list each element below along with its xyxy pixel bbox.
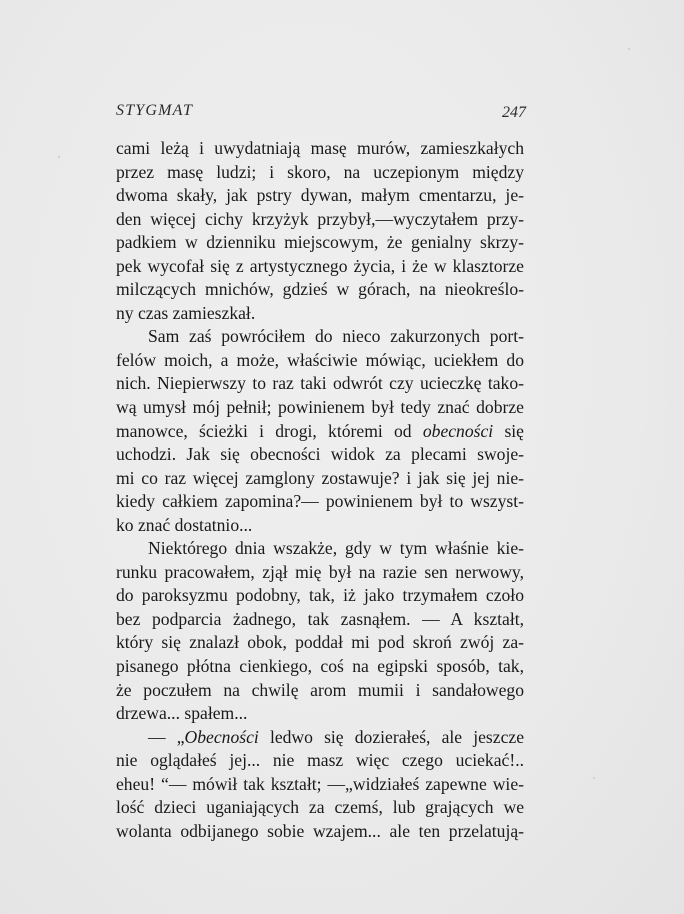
text-line: drzewa... spałem... (116, 703, 248, 724)
paper-speck (58, 156, 60, 158)
text-line: runku pracowałem, zjął mię był na razie sen nerwowy, (116, 561, 524, 582)
text-line: wą umysł mój pełnił; powinienem był tedy znać dobrze (116, 397, 524, 418)
page-number: 247 (502, 104, 526, 121)
text-line: przez masę ludzi; i skoro, na uczepionym między (116, 161, 524, 182)
text-run: — „ (148, 726, 185, 747)
text-line: pek wycofał się z artystycznego życia, i że w klasztorze (116, 255, 524, 276)
body-text (116, 137, 524, 843)
text-line: nie oglądałeś jej... nie masz więc czego uciekać!.. (116, 750, 524, 771)
italic-emphasis: obecności (422, 420, 494, 441)
paper-speck (593, 777, 595, 779)
text-line: mi co raz więcej zamglony zostawuje? i jak się jej nie- (116, 467, 524, 488)
text-line: padkiem w dzienniku miejscowym, że genialny skrzy- (116, 232, 524, 253)
paper-speck (628, 48, 630, 50)
text-line: uchodzi. Jak się obecności widok za plecami swoje- (116, 444, 524, 465)
running-header (116, 102, 526, 124)
text-line: lość dzieci uganiających za czemś, lub grających we (116, 797, 524, 818)
text-line: Sam zaś powróciłem do nieco zakurzonych port- (148, 326, 524, 347)
text-line: den więcej cichy krzyżyk przybył,—wyczytałem przy- (116, 208, 524, 229)
text-line: wolanta odbijanego sobie wzajem... ale ten przelatują- (116, 820, 524, 841)
text-run: manowce, ścieżki i drogi, któremi od (116, 420, 423, 441)
text-line: pisanego płótna cienkiego, coś na egipski sposób, tak, (116, 656, 524, 677)
text-run: się (493, 420, 524, 441)
text-line: eheu! “— mówił tak kształt; —„widziałeś zapewne wie- (116, 773, 524, 794)
text-line: Niektórego dnia wszakże, gdy w tym właśnie kie- (148, 538, 524, 559)
text-line: dwoma skały, jak pstry dywan, małym cmentarzu, je- (116, 185, 524, 206)
italic-emphasis: Obecności (184, 726, 259, 747)
text-run: ledwo się dozierałeś, ale jeszcze (258, 726, 524, 747)
text-line: ko znać dostatnio... (116, 514, 253, 535)
text-line: felów moich, a może, właściwie mówiąc, uciekłem do (116, 349, 524, 370)
text-line: cami leżą i uwydatniają masę murów, zamieszkałych (116, 138, 524, 158)
running-title: STYGMAT (116, 102, 194, 119)
text-line: że poczułem na chwilę arom mumii i sandałowego (116, 679, 524, 700)
text-line: który się znalazł obok, poddał mi pod skroń zwój za- (116, 632, 524, 653)
text-line (116, 726, 524, 750)
text-line: milczących mnichów, gdzieś w górach, na nieokreślo- (116, 279, 524, 300)
text-line: bez podparcia żadnego, tak zasnąłem. — A kształt, (116, 608, 524, 629)
text-line: kiedy całkiem zapomina?— powinienem był to wszyst- (116, 491, 524, 512)
text-line: nich. Niepierwszy to raz taki odwrót czy ucieczkę tako- (116, 373, 524, 394)
text-line (116, 420, 524, 444)
text-line: ny czas zamieszkał. (116, 302, 256, 323)
text-line: do paroksyzmu podobny, tak, iż jako trzymałem czoło (116, 585, 524, 606)
